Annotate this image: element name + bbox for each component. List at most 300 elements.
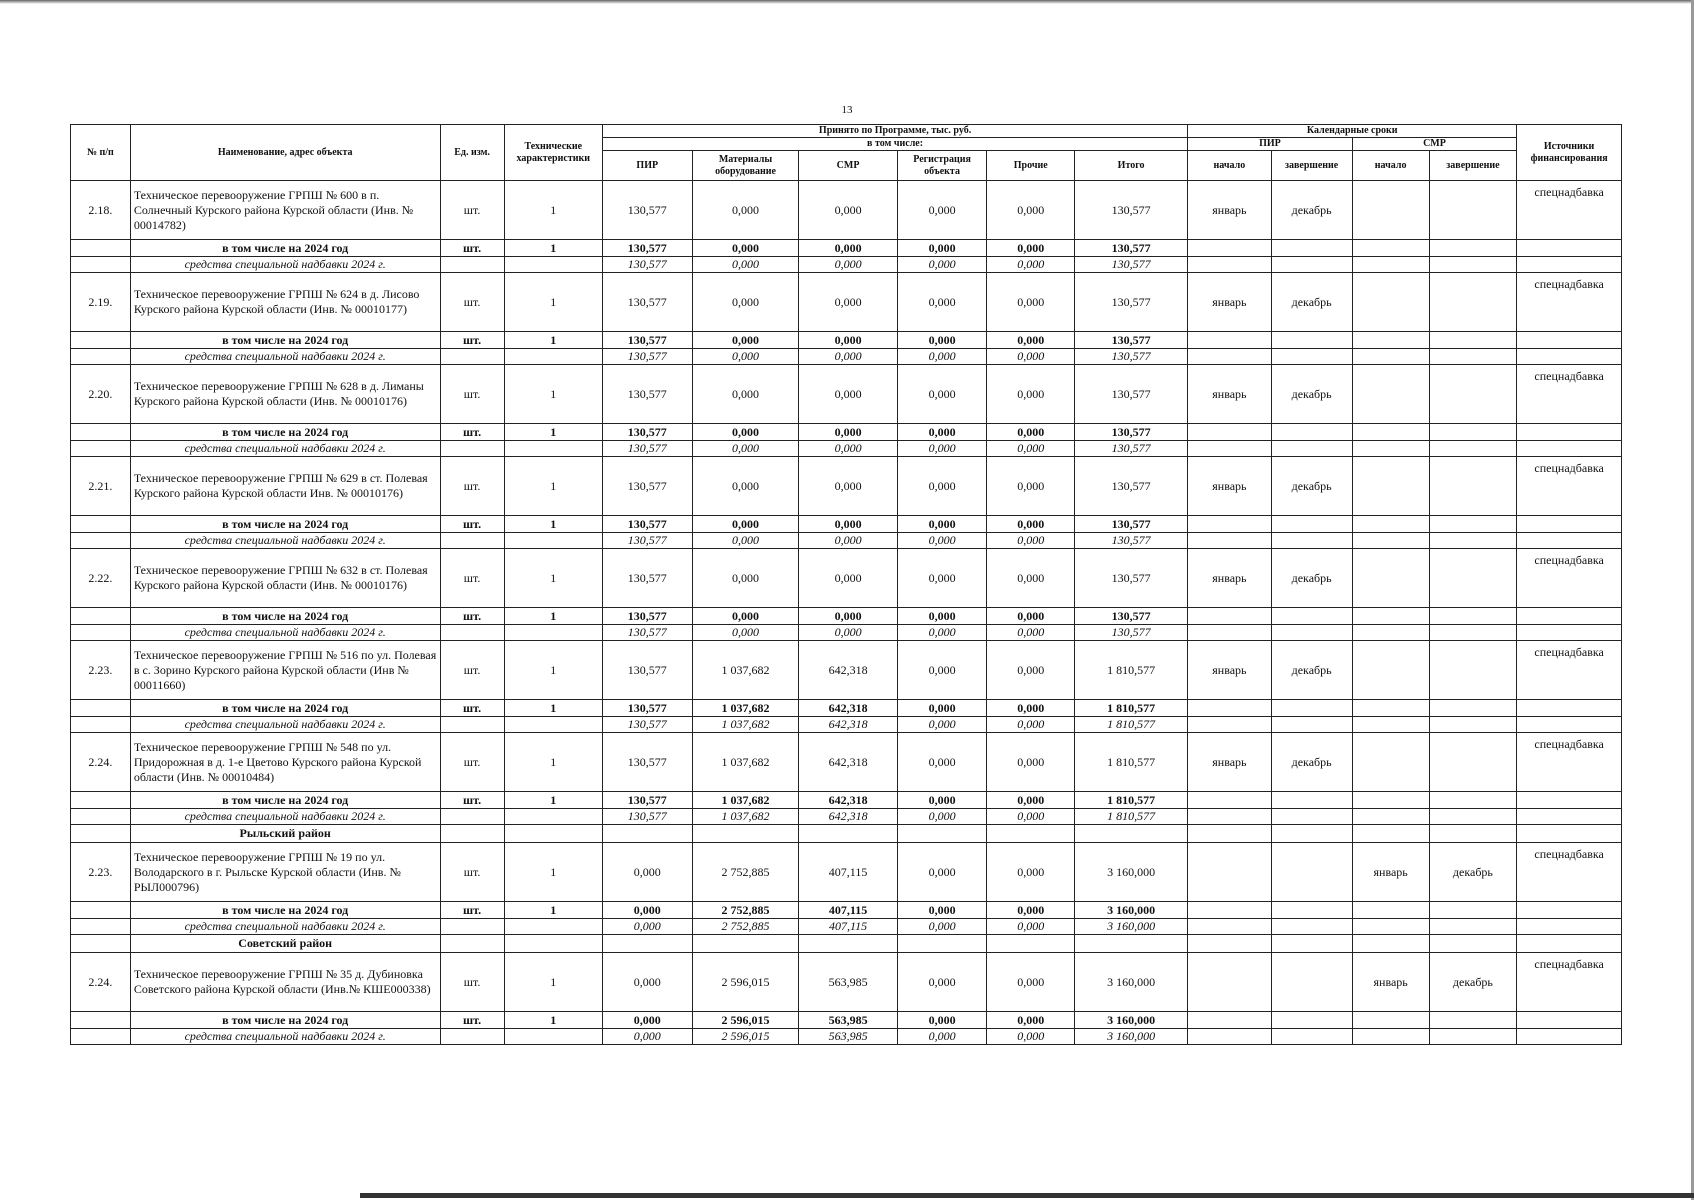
pir-value: 0,000	[602, 1012, 692, 1029]
materials-value: 0,000	[692, 516, 799, 533]
empty-cell	[897, 935, 987, 953]
other-value: 0,000	[987, 181, 1075, 240]
smr-end	[1429, 641, 1517, 700]
total-value: 3 160,000	[1075, 953, 1188, 1012]
table-row	[71, 365, 1622, 424]
materials-value: 1 037,682	[692, 700, 799, 717]
num-cell	[71, 441, 131, 457]
empty-cell	[602, 825, 692, 843]
funding-source: спецнадбавка	[1517, 181, 1622, 240]
unit-cell	[440, 1029, 504, 1045]
total-value: 1 810,577	[1075, 792, 1188, 809]
subtotal-label: в том числе на 2024 год	[130, 792, 440, 809]
empty-cell	[1429, 1012, 1517, 1029]
smr-end	[1429, 457, 1517, 516]
row-number: 2.18.	[71, 181, 131, 240]
total-value: 1 810,577	[1075, 641, 1188, 700]
empty-cell	[1188, 717, 1271, 733]
empty-cell	[1271, 700, 1352, 717]
empty-cell	[602, 935, 692, 953]
tech-cell: 1	[504, 273, 602, 332]
smr-value: 407,115	[799, 843, 897, 902]
empty-cell	[1188, 625, 1271, 641]
pir-value: 130,577	[602, 240, 692, 257]
total-value: 130,577	[1075, 516, 1188, 533]
registration-value: 0,000	[897, 332, 987, 349]
empty-cell	[1352, 935, 1429, 953]
other-value: 0,000	[987, 608, 1075, 625]
materials-value: 0,000	[692, 457, 799, 516]
smr-value: 0,000	[799, 533, 897, 549]
empty-cell	[504, 825, 602, 843]
empty-cell	[1188, 935, 1271, 953]
empty-cell	[1429, 625, 1517, 641]
empty-cell	[1352, 441, 1429, 457]
total-value: 130,577	[1075, 549, 1188, 608]
header-pir-end: завершение	[1271, 151, 1352, 181]
pir-value: 130,577	[602, 257, 692, 273]
header-sources: Источники финансирования	[1517, 125, 1622, 181]
registration-value: 0,000	[897, 608, 987, 625]
row-number: 2.23.	[71, 641, 131, 700]
other-value: 0,000	[987, 953, 1075, 1012]
tech-cell	[504, 349, 602, 365]
num-cell	[71, 257, 131, 273]
other-value: 0,000	[987, 516, 1075, 533]
empty-cell	[1271, 332, 1352, 349]
source-label: средства специальной надбавки 2024 г.	[130, 441, 440, 457]
source-row	[71, 1029, 1622, 1045]
pir-start	[1188, 953, 1271, 1012]
total-value: 130,577	[1075, 533, 1188, 549]
unit-cell: шт.	[440, 953, 504, 1012]
materials-value: 0,000	[692, 273, 799, 332]
empty-cell	[1188, 700, 1271, 717]
registration-value: 0,000	[897, 953, 987, 1012]
empty-cell	[1271, 349, 1352, 365]
subtotal-label: в том числе на 2024 год	[130, 902, 440, 919]
subtotal-label: в том числе на 2024 год	[130, 332, 440, 349]
materials-value: 1 037,682	[692, 717, 799, 733]
other-value: 0,000	[987, 549, 1075, 608]
empty-cell	[1429, 919, 1517, 935]
empty-cell	[1271, 533, 1352, 549]
smr-value: 642,318	[799, 700, 897, 717]
registration-value: 0,000	[897, 641, 987, 700]
smr-value: 0,000	[799, 516, 897, 533]
empty-cell	[1517, 919, 1622, 935]
table-body	[71, 181, 1622, 1045]
empty-cell	[1517, 625, 1622, 641]
source-row	[71, 441, 1622, 457]
funding-source: спецнадбавка	[1517, 549, 1622, 608]
smr-value: 0,000	[799, 441, 897, 457]
smr-value: 563,985	[799, 953, 897, 1012]
unit-cell: шт.	[440, 424, 504, 441]
registration-value: 0,000	[897, 625, 987, 641]
num-cell	[71, 332, 131, 349]
object-name: Техническое перевооружение ГРПШ № 600 в п. Солнечный Курского района Курской области (Инв. № 00014782)	[130, 181, 440, 240]
num-cell	[71, 792, 131, 809]
empty-cell	[1352, 717, 1429, 733]
total-value: 3 160,000	[1075, 843, 1188, 902]
registration-value: 0,000	[897, 457, 987, 516]
materials-value: 0,000	[692, 625, 799, 641]
other-value: 0,000	[987, 625, 1075, 641]
subtotal-row	[71, 240, 1622, 257]
tech-cell	[504, 809, 602, 825]
pir-value: 130,577	[602, 733, 692, 792]
source-label: средства специальной надбавки 2024 г.	[130, 717, 440, 733]
smr-value: 0,000	[799, 608, 897, 625]
source-label: средства специальной надбавки 2024 г.	[130, 349, 440, 365]
registration-value: 0,000	[897, 809, 987, 825]
unit-cell: шт.	[440, 641, 504, 700]
source-label: средства специальной надбавки 2024 г.	[130, 1029, 440, 1045]
materials-value: 2 596,015	[692, 953, 799, 1012]
empty-cell	[1271, 625, 1352, 641]
row-number: 2.20.	[71, 365, 131, 424]
tech-cell: 1	[504, 608, 602, 625]
pir-end: декабрь	[1271, 457, 1352, 516]
total-value: 3 160,000	[1075, 1012, 1188, 1029]
other-value: 0,000	[987, 809, 1075, 825]
object-name: Техническое перевооружение ГРПШ № 628 в д. Лиманы Курского района Курской области (Инв. № 00010176)	[130, 365, 440, 424]
header-including: в том числе:	[602, 138, 1187, 151]
materials-value: 0,000	[692, 608, 799, 625]
tech-cell: 1	[504, 549, 602, 608]
empty-cell	[1517, 516, 1622, 533]
empty-cell	[1429, 809, 1517, 825]
empty-cell	[692, 825, 799, 843]
other-value: 0,000	[987, 902, 1075, 919]
other-value: 0,000	[987, 717, 1075, 733]
table-row	[71, 843, 1622, 902]
empty-cell	[1429, 717, 1517, 733]
subtotal-row	[71, 608, 1622, 625]
unit-cell	[440, 919, 504, 935]
pir-value: 130,577	[602, 533, 692, 549]
table-row	[71, 181, 1622, 240]
table-row	[71, 457, 1622, 516]
total-value: 1 810,577	[1075, 733, 1188, 792]
empty-cell	[1271, 809, 1352, 825]
materials-value: 0,000	[692, 424, 799, 441]
funding-source: спецнадбавка	[1517, 365, 1622, 424]
registration-value: 0,000	[897, 919, 987, 935]
empty-cell	[799, 825, 897, 843]
empty-cell	[1271, 441, 1352, 457]
pir-value: 130,577	[602, 641, 692, 700]
tech-cell: 1	[504, 181, 602, 240]
table-row	[71, 641, 1622, 700]
header-cal-smr: СМР	[1352, 138, 1517, 151]
other-value: 0,000	[987, 257, 1075, 273]
materials-value: 0,000	[692, 441, 799, 457]
pir-start: январь	[1188, 273, 1271, 332]
empty-cell	[1188, 441, 1271, 457]
other-value: 0,000	[987, 843, 1075, 902]
object-name: Техническое перевооружение ГРПШ № 19 по ул. Володарского в г. Рыльске Курской области (Инв. № РЫЛ000796)	[130, 843, 440, 902]
smr-start	[1352, 273, 1429, 332]
smr-value: 642,318	[799, 641, 897, 700]
other-value: 0,000	[987, 792, 1075, 809]
registration-value: 0,000	[897, 424, 987, 441]
empty-cell	[1429, 792, 1517, 809]
tech-cell	[504, 625, 602, 641]
materials-value: 1 037,682	[692, 809, 799, 825]
smr-start	[1352, 549, 1429, 608]
empty-cell	[1188, 424, 1271, 441]
unit-cell: шт.	[440, 240, 504, 257]
total-value: 3 160,000	[1075, 1029, 1188, 1045]
empty-cell	[1352, 516, 1429, 533]
empty-cell	[1188, 516, 1271, 533]
materials-value: 2 752,885	[692, 902, 799, 919]
smr-end: декабрь	[1429, 843, 1517, 902]
unit-cell: шт.	[440, 700, 504, 717]
smr-value: 642,318	[799, 717, 897, 733]
pir-start: январь	[1188, 549, 1271, 608]
empty-cell	[1271, 257, 1352, 273]
unit-cell: шт.	[440, 516, 504, 533]
tech-cell: 1	[504, 1012, 602, 1029]
subtotal-label: в том числе на 2024 год	[130, 424, 440, 441]
funding-source: спецнадбавка	[1517, 843, 1622, 902]
empty-cell	[1517, 935, 1622, 953]
source-row	[71, 919, 1622, 935]
header-other: Прочие	[987, 151, 1075, 181]
materials-value: 0,000	[692, 349, 799, 365]
empty-cell	[1075, 825, 1188, 843]
tech-cell: 1	[504, 424, 602, 441]
materials-value: 1 037,682	[692, 641, 799, 700]
object-name: Техническое перевооружение ГРПШ № 629 в ст. Полевая Курского района Курской области Инв. № 00010176)	[130, 457, 440, 516]
smr-value: 563,985	[799, 1012, 897, 1029]
pir-start: январь	[1188, 733, 1271, 792]
empty-cell	[440, 935, 504, 953]
total-value: 130,577	[1075, 424, 1188, 441]
tech-cell: 1	[504, 953, 602, 1012]
pir-end: декабрь	[1271, 641, 1352, 700]
unit-cell: шт.	[440, 273, 504, 332]
tech-cell: 1	[504, 516, 602, 533]
empty-cell	[1271, 1029, 1352, 1045]
smr-end: декабрь	[1429, 953, 1517, 1012]
tech-cell	[504, 257, 602, 273]
other-value: 0,000	[987, 273, 1075, 332]
empty-cell	[1517, 349, 1622, 365]
empty-cell	[1352, 792, 1429, 809]
smr-value: 563,985	[799, 1029, 897, 1045]
header-num: № п/п	[71, 125, 131, 181]
unit-cell: шт.	[440, 792, 504, 809]
unit-cell	[440, 625, 504, 641]
smr-value: 0,000	[799, 457, 897, 516]
source-label: средства специальной надбавки 2024 г.	[130, 919, 440, 935]
tech-cell: 1	[504, 365, 602, 424]
total-value: 1 810,577	[1075, 700, 1188, 717]
pir-end: декабрь	[1271, 365, 1352, 424]
registration-value: 0,000	[897, 549, 987, 608]
registration-value: 0,000	[897, 349, 987, 365]
empty-cell	[1271, 516, 1352, 533]
total-value: 130,577	[1075, 240, 1188, 257]
subtotal-label: в том числе на 2024 год	[130, 608, 440, 625]
num-cell	[71, 825, 131, 843]
pir-end: декабрь	[1271, 733, 1352, 792]
smr-value: 0,000	[799, 257, 897, 273]
num-cell	[71, 533, 131, 549]
other-value: 0,000	[987, 332, 1075, 349]
other-value: 0,000	[987, 733, 1075, 792]
empty-cell	[1517, 240, 1622, 257]
source-label: средства специальной надбавки 2024 г.	[130, 257, 440, 273]
num-cell	[71, 608, 131, 625]
num-cell	[71, 1029, 131, 1045]
smr-start	[1352, 457, 1429, 516]
empty-cell	[1352, 424, 1429, 441]
header-materials: Материалы оборудование	[692, 151, 799, 181]
tech-cell	[504, 1029, 602, 1045]
unit-cell: шт.	[440, 1012, 504, 1029]
unit-cell	[440, 533, 504, 549]
header-tech: Технические характеристики	[504, 125, 602, 181]
empty-cell	[1352, 825, 1429, 843]
empty-cell	[1352, 700, 1429, 717]
smr-start: январь	[1352, 953, 1429, 1012]
subtotal-label: в том числе на 2024 год	[130, 516, 440, 533]
pir-value: 130,577	[602, 717, 692, 733]
source-label: средства специальной надбавки 2024 г.	[130, 625, 440, 641]
empty-cell	[1352, 332, 1429, 349]
funding-source: спецнадбавка	[1517, 641, 1622, 700]
total-value: 130,577	[1075, 181, 1188, 240]
materials-value: 2 752,885	[692, 919, 799, 935]
pir-start: январь	[1188, 457, 1271, 516]
other-value: 0,000	[987, 1012, 1075, 1029]
tech-cell	[504, 919, 602, 935]
empty-cell	[692, 935, 799, 953]
pir-end: декабрь	[1271, 181, 1352, 240]
registration-value: 0,000	[897, 717, 987, 733]
empty-cell	[1517, 700, 1622, 717]
total-value: 3 160,000	[1075, 902, 1188, 919]
empty-cell	[1429, 1029, 1517, 1045]
empty-cell	[1517, 825, 1622, 843]
object-name: Техническое перевооружение ГРПШ № 624 в д. Лисово Курского района Курской области (Инв. № 00010177)	[130, 273, 440, 332]
empty-cell	[1075, 935, 1188, 953]
total-value: 130,577	[1075, 608, 1188, 625]
row-number: 2.23.	[71, 843, 131, 902]
source-label: средства специальной надбавки 2024 г.	[130, 533, 440, 549]
empty-cell	[440, 825, 504, 843]
pir-value: 130,577	[602, 181, 692, 240]
empty-cell	[1517, 441, 1622, 457]
unit-cell	[440, 717, 504, 733]
pir-value: 130,577	[602, 424, 692, 441]
unit-cell	[440, 349, 504, 365]
pir-value: 130,577	[602, 441, 692, 457]
empty-cell	[1517, 809, 1622, 825]
num-cell	[71, 717, 131, 733]
table-row	[71, 953, 1622, 1012]
registration-value: 0,000	[897, 533, 987, 549]
table-row	[71, 733, 1622, 792]
other-value: 0,000	[987, 365, 1075, 424]
total-value: 130,577	[1075, 273, 1188, 332]
total-value: 130,577	[1075, 441, 1188, 457]
header-registration: Регистрация объекта	[897, 151, 987, 181]
funding-source: спецнадбавка	[1517, 457, 1622, 516]
materials-value: 0,000	[692, 257, 799, 273]
empty-cell	[1271, 792, 1352, 809]
subtotal-label: в том числе на 2024 год	[130, 1012, 440, 1029]
materials-value: 0,000	[692, 332, 799, 349]
empty-cell	[1271, 424, 1352, 441]
empty-cell	[1429, 516, 1517, 533]
num-cell	[71, 919, 131, 935]
subtotal-row	[71, 424, 1622, 441]
pir-start: январь	[1188, 365, 1271, 424]
empty-cell	[1352, 349, 1429, 365]
materials-value: 0,000	[692, 181, 799, 240]
source-row	[71, 349, 1622, 365]
funding-source: спецнадбавка	[1517, 953, 1622, 1012]
empty-cell	[799, 935, 897, 953]
smr-end	[1429, 549, 1517, 608]
registration-value: 0,000	[897, 365, 987, 424]
pir-value: 130,577	[602, 273, 692, 332]
smr-start: январь	[1352, 843, 1429, 902]
num-cell	[71, 625, 131, 641]
total-value: 130,577	[1075, 365, 1188, 424]
unit-cell: шт.	[440, 608, 504, 625]
registration-value: 0,000	[897, 240, 987, 257]
pir-value: 0,000	[602, 953, 692, 1012]
empty-cell	[1517, 332, 1622, 349]
num-cell	[71, 902, 131, 919]
other-value: 0,000	[987, 441, 1075, 457]
total-value: 1 810,577	[1075, 717, 1188, 733]
source-row	[71, 257, 1622, 273]
pir-start: январь	[1188, 181, 1271, 240]
registration-value: 0,000	[897, 1012, 987, 1029]
source-label: средства специальной надбавки 2024 г.	[130, 809, 440, 825]
subtotal-row	[71, 902, 1622, 919]
empty-cell	[1271, 240, 1352, 257]
smr-value: 0,000	[799, 424, 897, 441]
empty-cell	[1188, 809, 1271, 825]
unit-cell: шт.	[440, 181, 504, 240]
empty-cell	[1271, 935, 1352, 953]
empty-cell	[1429, 441, 1517, 457]
header-pir-start: начало	[1188, 151, 1271, 181]
total-value: 3 160,000	[1075, 919, 1188, 935]
empty-cell	[1188, 608, 1271, 625]
pir-value: 130,577	[602, 457, 692, 516]
other-value: 0,000	[987, 1029, 1075, 1045]
num-cell	[71, 516, 131, 533]
empty-cell	[1429, 608, 1517, 625]
tech-cell: 1	[504, 843, 602, 902]
row-number: 2.24.	[71, 953, 131, 1012]
header-smr: СМР	[799, 151, 897, 181]
num-cell	[71, 700, 131, 717]
materials-value: 1 037,682	[692, 733, 799, 792]
pir-end	[1271, 843, 1352, 902]
unit-cell	[440, 257, 504, 273]
